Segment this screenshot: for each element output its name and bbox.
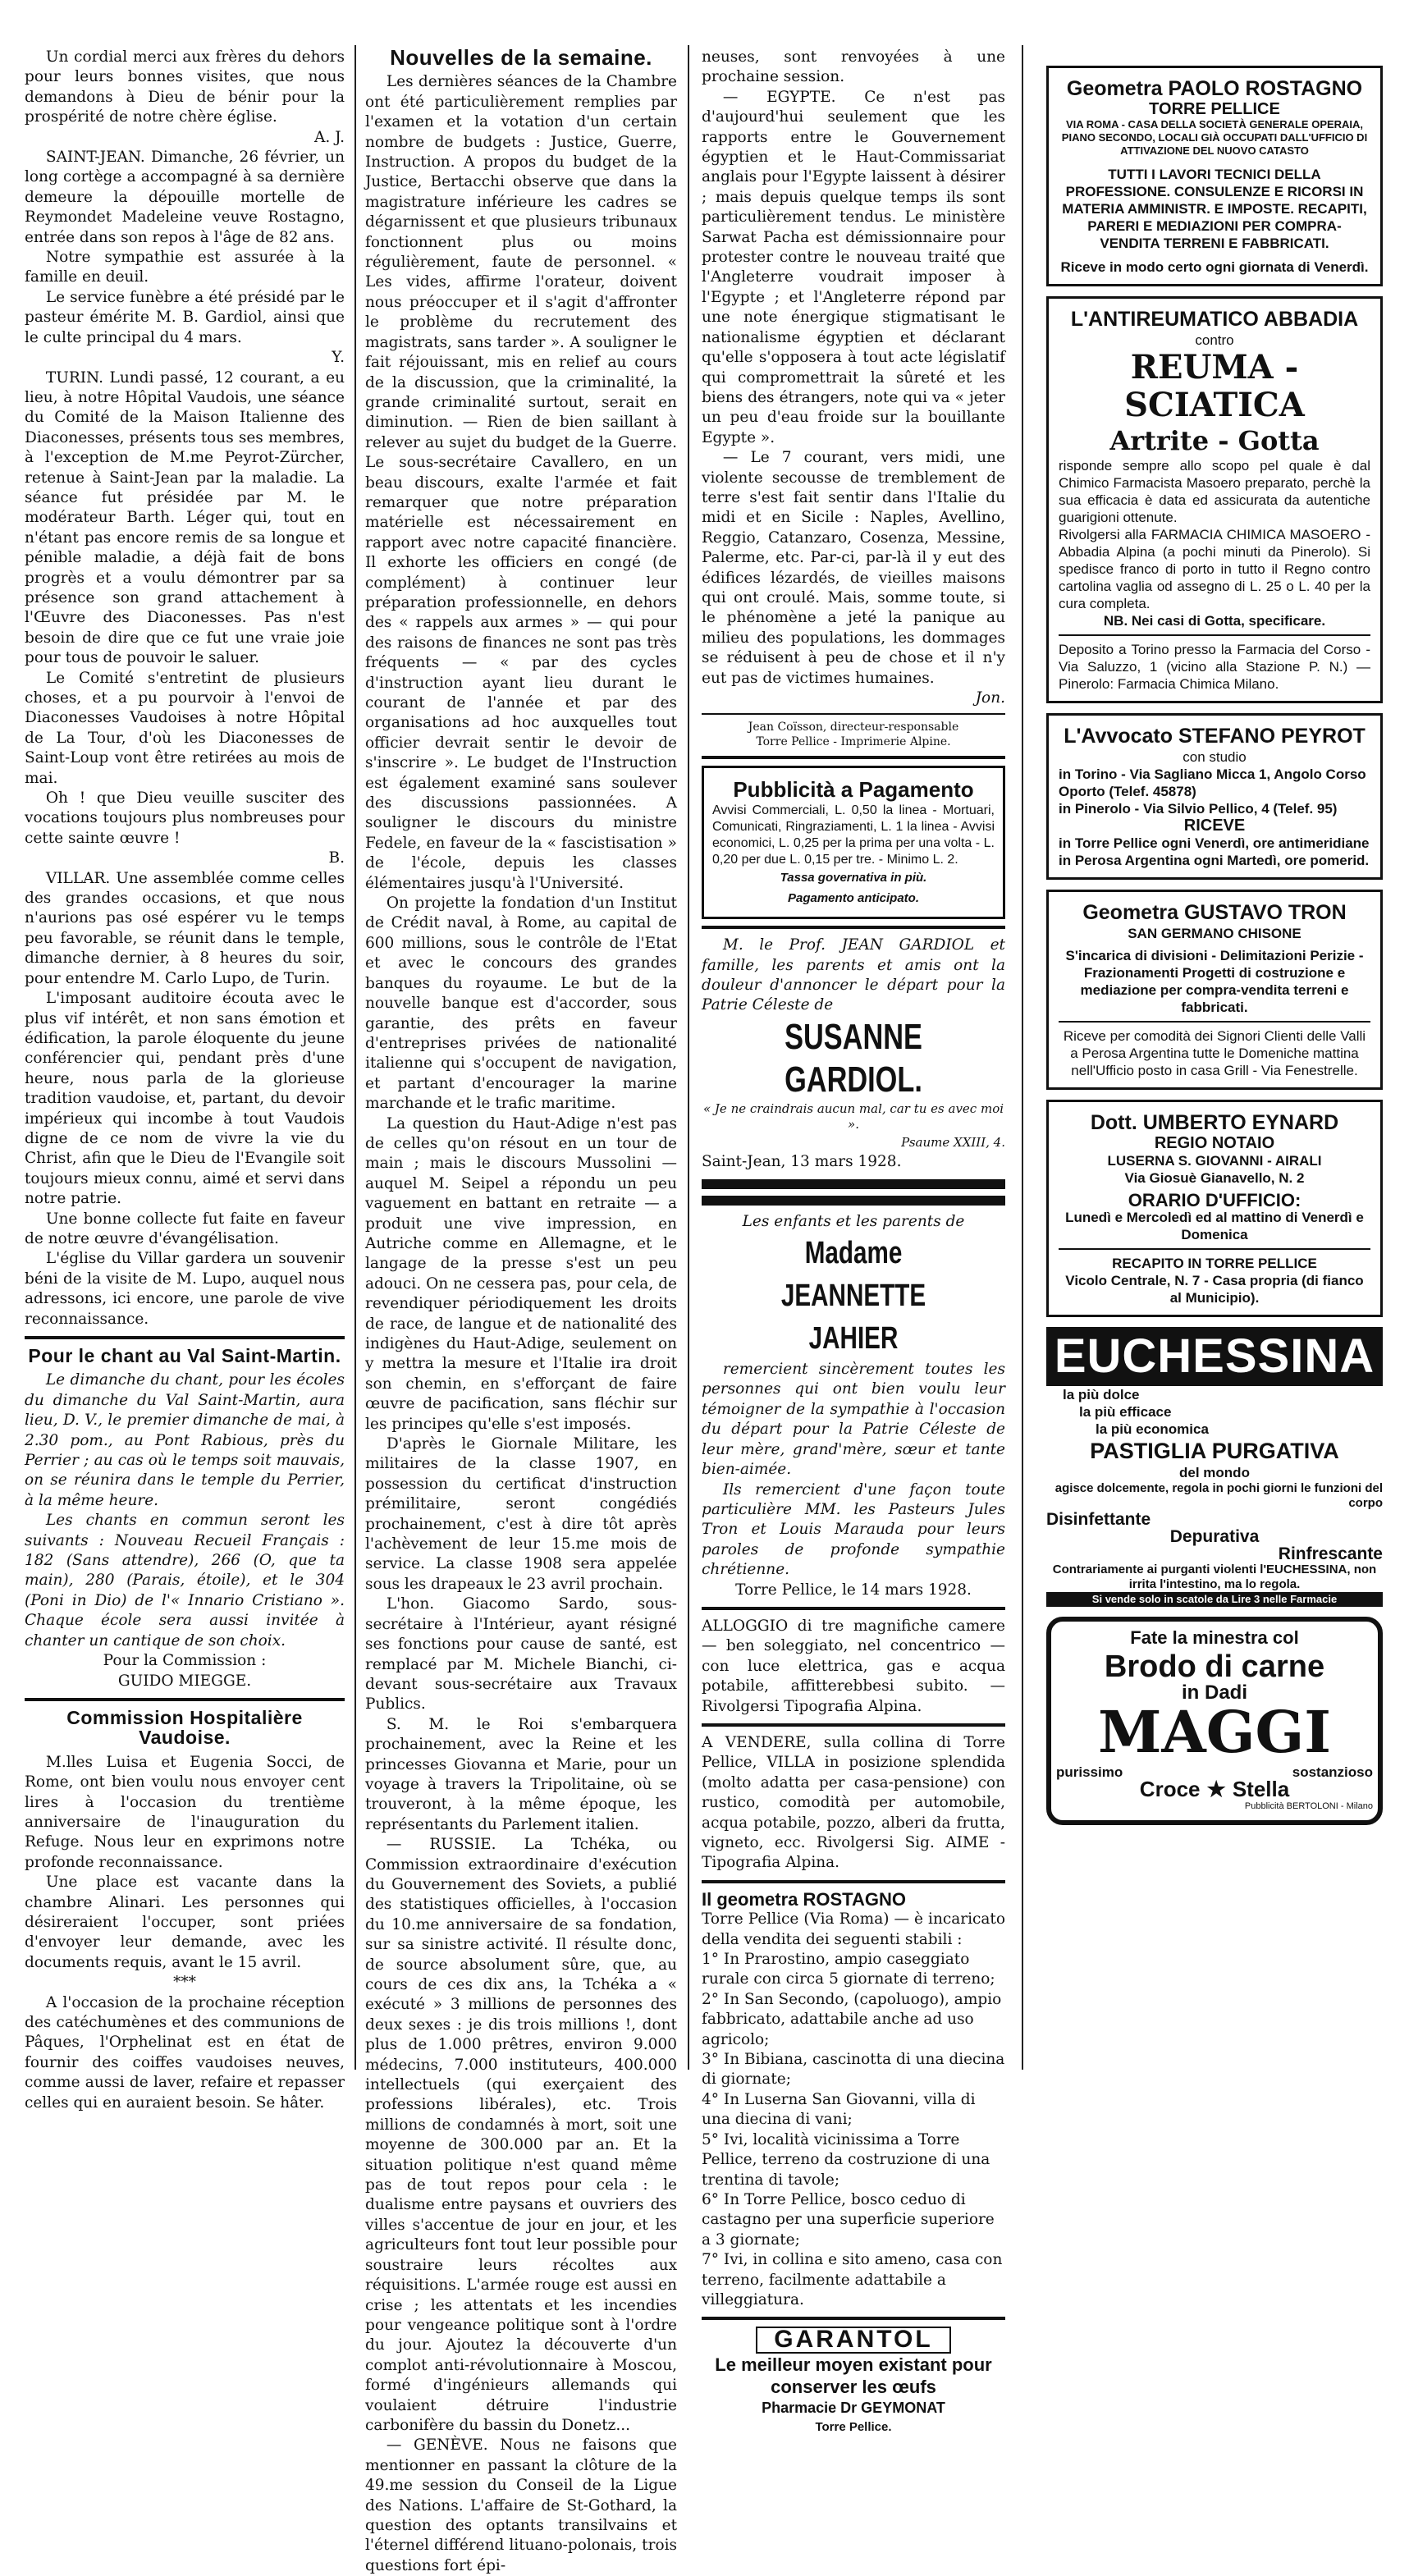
ad-address: VIA ROMA - CASA DELLA SOCIETÀ GENERALE OPERAIA, PIANO SECONDO, LOCALI GIÀ OCCUPATI DALL'UFFICIO DI ATTIVAZIONE DEL NUOVO CATASTO [1061,118,1368,157]
ad-line: in Torino - Via Sagliano Micca 1, Angolo Corso Oporto (Telef. 45878) [1059,766,1366,799]
pubblicita-title: Pubblicità a Pagamento [733,777,974,803]
ad-quality: purissimo [1056,1764,1123,1780]
signature: A. J. [314,128,345,146]
director-line: Jean Coïsson, directeur-responsable [748,721,959,734]
paragraph: Les chants en commun seront les suivants : Nouveau Recueil Français : 182 (Sans attendre), 266 (O, que ta main), 280 (Parais, étoile), et le 304 (Poni in Dio) de l'« Innario Cristiano ». Chaque école sera aussi invitée à chanter un cantique de son choix. [25,1512,345,1649]
thanks-text: remercient sincèrement toutes les personnes qui ont bien voulu leur témoigner de la sympathie à l'occasion du départ pour la Patrie Céleste de leur mère, grand'mère, sœur et tante bien-aimée. [702,1361,1005,1479]
paragraph: A l'occasion de la prochaine réception des catéchumènes et des communions de Pâques, l'Orphelinat est en état de fournir des coiffes vaudoises neuves, comme aussi de laver, refaire et repasser celles qui en auraient besoin. Se hâter. [25,1993,345,2112]
ad-maggi [1046,1617,1383,1825]
ad-address: Via Giosuè Gianavello, N. 2 [1124,1170,1305,1186]
ad-credit: Pubblicità BERTOLONI - Milano [1244,1801,1373,1811]
divider [702,1723,1005,1727]
ad-footer: Riceve per comodità dei Signori Clienti delle Valli a Perosa Argentina tutte le Domeniche mattina nell'Ufficio posto in casa Grill - Via Fenestrelle. [1063,1028,1366,1078]
paragraph: Une place est vacante dans la chambre Alinari. Les personnes qui désireraient l'occuper, sont priées d'envoyer leur demande, avec les documents requis, avant le 15 avril. [25,1874,345,1971]
ad-deposit: Deposito a Torino presso la Farmacia del Corso - Via Saluzzo, 1 (vicino alla Stazione P. N.) — Pinerolo: Farmacia Chimica Milano. [1059,642,1370,692]
ad-recapito: RECAPITO IN TORRE PELLICE [1112,1256,1317,1271]
signature: GUIDO MIEGGE. [117,1672,252,1690]
ad-city: SAN GERMANO CHISONE [1128,926,1301,941]
column-rule [688,45,689,2070]
ad-line: in Pinerolo - Via Silvio Pellico, 4 (Telef. 95) [1059,801,1338,817]
divider [25,1698,345,1701]
paragraph: SAINT-JEAN. Dimanche, 26 février, un long cortège a accompagné à sa dernière demeure la dépouille mortelle de Reymondet Madeleine veuve Rostagno, entrée dans son repos à l'âge de 82 ans. [25,149,345,246]
paragraph: — RUSSIE. La Tchéka, ou Commission extraordinaire d'exécution du Gouvernement des Soviets, a publié des statistiques officielles, à l'occasion du 10.me anniversaire de sa fondation, sur sa sinistre activité. Il résulte donc, de source absolument sûre, que, au cours de ces dix ans, la Tchéka a « exécuté » 3 millions de personnes des deux sexes : je dis trois millions !, dont plus de 1.000 prêtres, environ 9.000 médecins, 7.000 instituteurs, 400.000 intellectuels (qui exerçaient des professions libérales), etc. Trois millions de condamnés à mort, soit une moyenne de 300.000 par an. Et la situation politique n'est quand même pas de tout repos pour cela : le dualisme entre paysans et ouvriers des villes s'accentue de jour en jour, et les agriculteurs font tout leur possible pour soustraire leurs récoltes aux réquisitions. L'armée rouge est aussi en crise ; les attentats et les incendies pour vengeance politique sont à l'ordre du jour. Ajoutez la découverte d'un complot anti-révolutionnaire à Moscou, formé d'ingénieurs allemands qui voulaient détruire l'industrie carbonifère du bassin du Donetz... [365,1836,677,2434]
paragraph: Le Comité s'entretint de plusieurs choses, et a pu pourvoir à l'envoi de Diaconesses Vaudoises à notre Hôpital de La Tour, d'où les Diaconesses de Saint-Loup vont être retirées au mois de mai. [25,669,345,787]
pubblicita-box [702,766,1005,919]
ad-line: la più efficace [1079,1404,1172,1420]
paragraph: — EGYPTE. Ce n'est pas d'aujourd'hui seulement que les rapports entre le Gouvernement égyptien et le Haut-Commissariat anglais pour l'Egypte laissent à désirer ; mais depuis quelque temps ils sont particulièrement tendus. Le ministère Sarwat Pacha est démissionnaire pour protester contre le nouveau traité que l'Angleterre voudrait imposer à l'Egypte ; et l'Angleterre répond par une note énergique stigmatisant le nationalisme égyptien et déclarant qu'elle s'opposera à tout acte législatif qui compromettrait la sûreté et les biens des étrangers, note qui va « jeter un peu d'eau froide sur la bouillante Egypte ». [702,88,1005,446]
geometra-item: 3° In Bibiana, cascinotta di una diecina di giornate; [702,2051,1005,2089]
geometra-item: 7° Ivi, in collina e sito ameno, casa con terreno, facilmente adattabile a villeggiatura. [702,2251,1003,2308]
geometra-item: 6° In Torre Pellice, bosco ceduo di castagno per una superficie superiore a 3 giornate; [702,2190,995,2249]
ad-feature: Depurativa [1169,1527,1260,1546]
thanks-text: Ils remercient d'une façon toute particulière MM. les Pasteurs Jules Tron et Louis Marauda pour leurs paroles de profonde sympathie chrétienne. [702,1480,1005,1579]
section-heading: Pour le chant au Val Saint-Martin. [28,1345,341,1366]
pubblicita-anticipato: Pagamento anticipato. [787,890,920,905]
paragraph: Le service funèbre a été présidé par le pasteur émérite M. B. Gardiol, ainsi que le culte principal du 4 mars. [25,288,345,346]
signature: Y. [332,349,345,367]
paragraph: L'église du Villar gardera un souvenir béni de la visite de M. Lupo, auquel nous adressons, ici encore, une parole de vive reconnaissance. [25,1250,345,1328]
ad-mark: Croce [1139,1777,1201,1801]
paragraph: M.lles Luisa et Eugenia Socci, de Rome, ont bien voulu nous envoyer cent lires à l'occasion du trentième anniversaire de l'inauguration du Refuge. Nous leur en exprimons notre profonde reconnaissance. [25,1753,345,1871]
divider [702,713,1005,715]
ad-city: LUSERNA S. GIOVANNI - AIRALI [1107,1153,1322,1169]
ad-text: risponde sempre allo scopo pel quale è dal Chimico Farmacista Masoero preparato, perchè la sua efficacia è data ed assicurata da autentiche guarigioni ottenute. [1059,458,1370,525]
ad-line: la più dolce [1063,1387,1140,1402]
geometra-intro: Torre Pellice (Via Roma) — è incaricato della vendita dei seguenti stabili : [702,1910,1005,1948]
ad-body: TUTTI I LAVORI TECNICI DELLA PROFESSIONE. CONSULENZE E RICORSI IN MATERIA AMMINISTR. E IMPOSTE. RECAPITI, PARERI E MEDIAZIONI PER COMPRA-VENDITA TERRENI E FABBRICATI. [1062,167,1367,251]
ad-title: L'ANTIREUMATICO ABBADIA [1070,308,1359,331]
pubblicita-tax: Tassa governativa in più. [780,871,927,885]
obituary-intro: M. le Prof. JEAN GARDIOL et famille, les parents et amis ont la douleur d'annoncer le départ pour la Patrie Céleste de [702,936,1005,1014]
paragraph: Une bonne collecte fut faite en faveur de notre œuvre d'évangélisation. [25,1210,345,1247]
vendere-ad: A VENDERE, sulla collina di Torre Pellice, VILLA in posizione splendida (molto adatta per casa-pensione) con rustico, comodità per automobile, acqua potabile, pozzo, alberi da frutta, vigneto, ecc. Rivolgersi Sig. AIME - Tipografia Alpina. [702,1733,1005,1872]
ad-city: TORRE PELLICE [1149,100,1280,118]
divider [1059,1021,1370,1023]
ad-price: Si vende solo in scatole da Lire 3 nelle Farmacie [1046,1592,1383,1607]
ad-footer: Riceve in modo certo ogni giornata di Venerdì. [1060,259,1369,275]
garantol-title: GARANTOL [756,2327,950,2353]
obituary-name: SUSANNE GARDIOL. [785,1016,922,1100]
ad-feature: Rinfrescante [1278,1544,1383,1563]
alloggio-ad: ALLOGGIO di tre magnifiche camere — ben soleggiato, nel concentrico — con luce elettrica, gas e acqua potabile, affitterebbesi subito. — Rivolgersi Tipografia Alpina. [702,1617,1005,1715]
paragraph: neuses, sont renvoyées à une prochaine session. [702,48,1005,86]
printer-line: Torre Pellice - Imprimerie Alpine. [756,735,951,749]
divider [702,1880,1005,1883]
paragraph: Oh ! que Dieu veuille susciter des vocations toujours plus nombreuses pour cette sainte œuvre ! [25,789,345,847]
ad-title: Geometra GUSTAVO TRON [1082,901,1347,924]
ad-euchessina [1046,1327,1383,1607]
paragraph: Notre sympathie est assurée à la famille en deuil. [25,249,345,286]
ad-text: Rivolgersi alla FARMACIA CHIMICA MASOERO - Abbadia Alpina (a pochi minuti da Pinerolo). Si spedisce franco di porto in tutto il Regno contro cartolina vaglia od assegno di L. 25 o L. 40 per la cura completa. [1059,527,1370,611]
obituary-date: Saint-Jean, 13 mars 1928. [702,1153,902,1171]
star-icon: ★ [1206,1777,1226,1801]
section-heading: Nouvelles de la semaine. [390,45,652,70]
obituary-quote: « Je ne craindrais aucun mal, car tu es avec moi ». [702,1100,1004,1132]
ad-quality: sostanzioso [1292,1764,1373,1780]
ad-line: la più economica [1096,1421,1209,1437]
geometra-item: 2° In San Secondo, (capoluogo), ampio fabbricato, adattabile anche ad uso agricolo; [702,1990,1002,2048]
divider [702,1179,1005,1189]
ad-headline: Artrite - Gotta [1109,425,1320,456]
ad-text: Contrariamente ai purganti violenti l'EUCHESSINA, non irrita l'intestino, ma lo regola. [1052,1563,1377,1591]
ad-text: agisce dolcemente, regola in pochi giorni le funzioni del corpo [1054,1481,1383,1510]
paragraph: L'hon. Giacomo Sardo, sous-secrétaire à l'Intérieur, ayant résigné ses fonctions pour cause de santé, est remplacé par M. Michele Bianchi, ci-devant sous-secrétaire aux Travaux Publics. [365,1595,677,1714]
ad-eynard [1046,1100,1383,1317]
thanks-intro: Les enfants et les parents de [742,1212,965,1230]
paragraph: S. M. le Roi s'embarquera prochainement, avec la Reine et les princesses Giovanna et Marie, pour un voyage à travers la Tripolitaine, où se trouveront, à la même époque, les représentants du Parlement italien. [365,1715,677,1833]
paragraph: On projette la fondation d'un Institut de Crédit naval, à Rome, au capital de 600 millions, sous le contrôle de l'Etat et avec le concours des grandes banques du royaume. Le but de la nouvelle banque est d'accorder, sous garantie, des prêts en faveur d'entreprises privées de nationalité italienne qui s'occupent de navigation, et partant d'encourager la marine marchande et le trafic maritime. [365,895,677,1113]
ad-rostagno [1046,66,1383,286]
garantol-pharmacy: Pharmacie Dr GEYMONAT [762,2399,945,2416]
ad-line: in Torre Pellice ogni Venerdì, ore antimeridiane in Perosa Argentina ogni Martedì, ore pomerid. [1059,835,1370,868]
column-1 [25,48,345,2113]
ad-body: S'incarica di divisioni - Delimitazioni Perizie - Frazionamenti Progetti di costruzione e mediazione per compra-vendita terreni e fabbricati. [1065,948,1364,1015]
paragraph: La question du Haut-Adige n'est pas de celles qu'on résout en un tour de main ; mais le discours Mussolini — auquel M. Seipel a répondu un peu vaguement en battant en retraite — a produit une vive impression, en Autriche comme en Allemagne, et le langage de la presse s'est un peu adouci. On ne cessera pas, pour cela, de revendiquer périodiquement les droits de race, de langue et de nationalité des indigènes du Haut-Adige, seulement on y mettra la mesure et l'Italie ira droit son chemin, en s'efforçant de faire œuvre de pacification, sans fléchir sur les principes qu'elle s'est imposés. [365,1114,677,1433]
column-rule [355,45,356,2070]
section-heading: Commission Hospitalière Vaudoise. [66,1706,303,1749]
paragraph: VILLAR. Une assemblée comme celles des grandes occasions, et que nous n'aurions pas osé espérer vu le temps peu favorable, se réunit dans le temple, dimanche dernier, à 8 heures du soir, pour entendre M. Carlo Lupo, de Turin. [25,869,345,987]
paragraph: Un cordial merci aux frères du dehors pour leurs bonnes visites, que nous demandons à Dieu de bénir pour la prospérité de notre chère église. [25,48,345,126]
divider [702,1607,1005,1610]
ad-title: Geometra PAOLO ROSTAGNO [1066,77,1363,100]
geometra-item: 1° In Prarostino, ampio caseggiato rurale con circa 5 giornate di terreno; [702,1951,995,1988]
garantol-ad [702,2327,1005,2437]
ad-headline: PASTIGLIA PURGATIVA [1090,1439,1339,1463]
signature: B. [328,849,345,867]
divider [702,1196,1005,1206]
geometra-item: 4° In Luserna San Giovanni, villa di una diecina di vani; [702,2090,976,2129]
ad-title: EUCHESSINA [1046,1327,1383,1386]
ad-recapito-address: Vicolo Centrale, N. 7 - Casa propria (di fianco al Municipio). [1065,1273,1364,1306]
ad-tron [1046,890,1383,1090]
ad-note: NB. Nei casi di Gotta, specificare. [1103,613,1326,629]
divider [702,756,1005,759]
ad-headline: REUMA - SCIATICA [1124,348,1305,424]
ad-mark: Stella [1232,1777,1290,1801]
geometra-title: Il geometra ROSTAGNO [702,1888,906,1910]
divider [702,2317,1005,2320]
ad-title: Dott. UMBERTO EYNARD [1090,1111,1339,1134]
thanks-date: Torre Pellice, le 14 mars 1928. [735,1581,972,1599]
obituary-reference: Psaume XXIII, 4. [901,1134,1005,1150]
paragraph: D'après le Giornale Militare, les militaires de la classe 1907, en possession du certificat d'instruction prémilitaire, seront congédiés prochainement, c'est à dire tôt après l'achèvement de leur 15.me mois de service. La classe 1908 sera appelée sous les drapeaux le 23 avril prochain. [365,1435,677,1593]
thanks-name: Madame JEANNETTE JAHIER [780,1236,926,1357]
paragraph: — GENÈVE. Nous ne faisons que mentionner en passant la clôture de la 49.me session du Conseil de la Ligue des Nations. L'affaire de St-Gothard, la question des optants transilvains et l'éternel différend lituano-polonais, trois questions fort épi- [365,2436,677,2574]
column-4 [1046,66,1383,1835]
ad-riceve: RICEVE [1183,817,1246,835]
paragraph: — Le 7 courant, vers midi, une violente secousse de tremblement de terre s'est fait sentir dans l'Italie du midi et en Sicile : Naples, Avellino, Reggio, Catanzaro, Cosenza, Messine, Palerme, etc. Par-ci, par-là il y eut des édifices lézardés, de vieilles maisons qui ont croulé. Mais, somme toute, si le phénomène a jeté la panique au milieu des populations, les dommages se réduisent à peu de chose et il n'y eut pas de victimes humaines. [702,449,1005,687]
garantol-text: Le meilleur moyen existant pour conserver les œufs [715,2354,992,2397]
geometra-item: 5° Ivi, località vicinissima a Torre Pellice, terreno da costruzione di una trentina di tavole; [702,2130,990,2189]
paragraph: Le dimanche du chant, pour les écoles du dimanche du Val Saint-Martin, aura lieu, D. V., le premier dimanche de mai, à 2.30 pom., au Pont Rabious, près du Perrier ; au cas où le temps soit mauvais, on se réunira dans le temple du Perrier, à la même heure. [25,1371,345,1509]
column-3 [702,48,1005,2438]
paragraph: Les dernières séances de la Chambre ont été particulièrement remplies par l'examen et la votation d'un certain nombre de budgets : Justice, Guerre, Instruction. A propos du budget de la Justice, Bertacchi observe que dans la magistrature inférieure les cadres se dégarnissent et que plusieurs tribunaux fonctionnent plus ou moins régulièrement, faute de personnel. « Les vides, affirme l'orateur, doivent nous préoccuper et il s'agit d'affronter le problème du recrutement des magistrats, sans tarder ». A souligner le fait réjouissant, mis en relief au cours de la discussion, que la criminalité, la grande criminalité surtout, serait en diminution. — Rien de bien saillant à relever au sujet du budget de la Guerre. Le sous-secrétaire Cavallero, en un beau discours, exalte l'armée et fait remarquer que notre préparation matérielle est nécessairement en rapport avec notre capacité financière. Il exhorte les officiers en congé (de complément) à continuer leur préparation professionnelle, en dehors des « rappels aux armes » — qui pour des raisons de finances ne sont pas très fréquents — « par des cycles d'instruction ayant lieu durant le courant de l'année et par des organisations ad hoc auxquelles tout officier devrait sentir le devoir de s'inscrire ». Le budget de l'Instruction est également examiné sans soulever des discussions passionnées. A souligner le discours du ministre Fedele, en faveur de la « fascistisation » de l'école, depuis les classes élémentaires jusqu'à l'Université. [365,73,677,892]
ad-days: Lunedì e Mercoledì ed al mattino di Venerdì e Domenica [1065,1210,1364,1242]
ad-orario: ORARIO D'UFFICIO: [1128,1190,1301,1210]
paragraph: TURIN. Lundi passé, 12 courant, a eu lieu, à notre Hôpital Vaudois, une séance du Comité de la Maison Italienne des Diaconesses, présents tous ses membres, à l'exception de M.me Peyrot-Zürcher, retenue à Saint-Jean par la maladie. La séance fut présidée par M. le modérateur Barth. Léger qui, tout en n'étant pas encore remis de sa longue et pénible maladie, a déjà fait de bons progrès et a voulu démontrer par sa présence son grand attachement à l'Œuvre des Diaconesses. Pas n'est besoin de dire que ce fut une vraie joie pour tous de pouvoir le saluer. [25,368,345,667]
signature: Pour la Commission : [103,1652,267,1670]
pubblicita-text: Avvisi Commerciali, L. 0,50 la linea - Mortuari, Comunicati, Ringraziamenti, L. 1 la linea - Avvisi economici, L. 0,25 per la prima per una volta - L. 0,20 per due L. 0,15 per tre. - Minimo L. 2. [712,803,995,867]
column-rule [1022,45,1023,2070]
column-2 [365,45,677,2576]
divider [25,1336,345,1339]
separator-stars: *** [173,1974,196,1992]
paragraph: L'imposant auditoire écouta avec le plus vif intérêt, et non sans émotion et édification, la parole éloquente du jeune conférencier qui, pendant près d'une heure, nous parla de la glorieuse tradition vaudoise, et, partant, du devoir impérieux qui incombe à tout Vaudois digne de ce nom de vivre la vie du Christ, afin que le Dieu de l'Evangile soit toujours mieux connu, aimé et servi dans notre patrie. [25,990,345,1208]
ad-sub: con studio [1183,749,1247,765]
divider [1059,634,1370,636]
ad-abbadia [1046,296,1383,703]
ad-title: L'Avvocato STEFANO PEYROT [1064,725,1366,748]
ad-dadi: in Dadi [1181,1681,1247,1704]
ad-mondo: del mondo [1179,1465,1250,1480]
divider [1059,1248,1370,1250]
ad-line: Fate la minestra col [1130,1627,1299,1648]
ad-sub: REGIO NOTAIO [1154,1134,1275,1152]
ad-contro: contro [1195,332,1234,348]
signature: Jon. [975,689,1005,707]
ad-marks-row [1056,1777,1373,1801]
divider [702,926,1005,929]
garantol-city: Torre Pellice. [815,2420,892,2435]
ad-headline: Brodo di carne [1104,1649,1325,1684]
ad-peyrot [1046,713,1383,880]
ad-feature: Disinfettante [1046,1510,1151,1529]
ad-brand: MAGGI [1097,1698,1332,1766]
